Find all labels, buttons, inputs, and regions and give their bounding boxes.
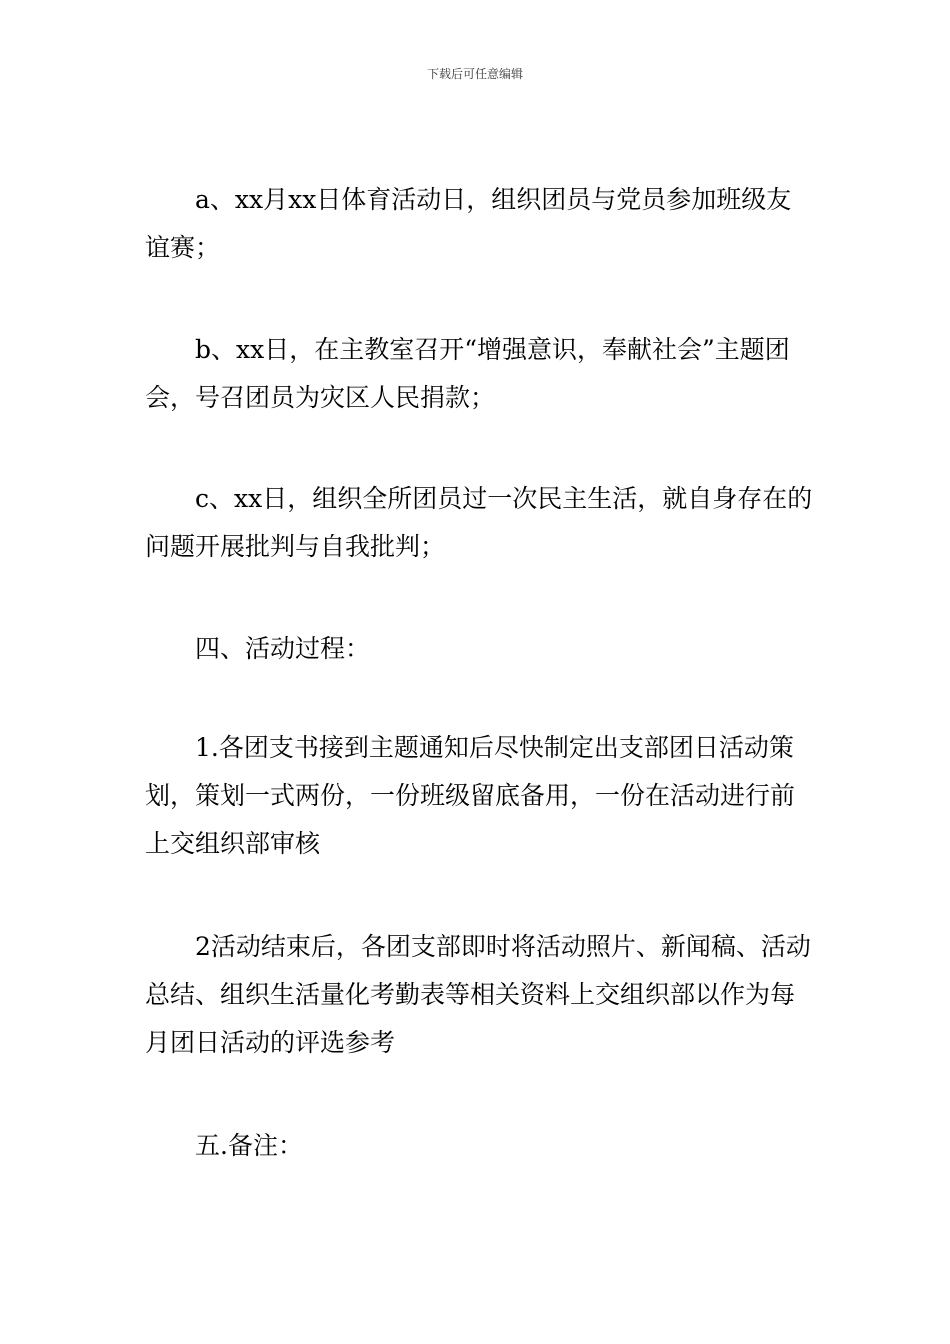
- paragraph-process-2: 2活动结束后，各团支部即时将活动照片、新闻稿、活动总结、组织生活量化考勤表等相关资料上交组织部以作为每月团日活动的评选参考: [145, 932, 811, 1057]
- section-heading-process: 四、活动过程：: [195, 634, 371, 663]
- section-heading-notes: 五.备注：: [195, 1131, 303, 1160]
- paragraph-process-1: 1.各团支书接到主题通知后尽快制定出支部团日活动策划，策划一式两份，一份班级留底备用，一份在活动进行前上交组织部审核: [145, 733, 796, 858]
- paragraph-activity-b: b、xx日，在主教室召开“增强意识，奉献社会”主题团会，号召团员为灾区人民捐款；: [145, 335, 790, 412]
- paragraph-activity-c: c、xx日，组织全所团员过一次民主生活，就自身存在的问题开展批判与自我批判；: [145, 484, 813, 561]
- header-note: 下载后可任意编辑: [426, 67, 523, 81]
- paragraph-activity-a: a、xx月xx日体育活动日，组织团员与党员参加班级友谊赛；: [145, 185, 792, 262]
